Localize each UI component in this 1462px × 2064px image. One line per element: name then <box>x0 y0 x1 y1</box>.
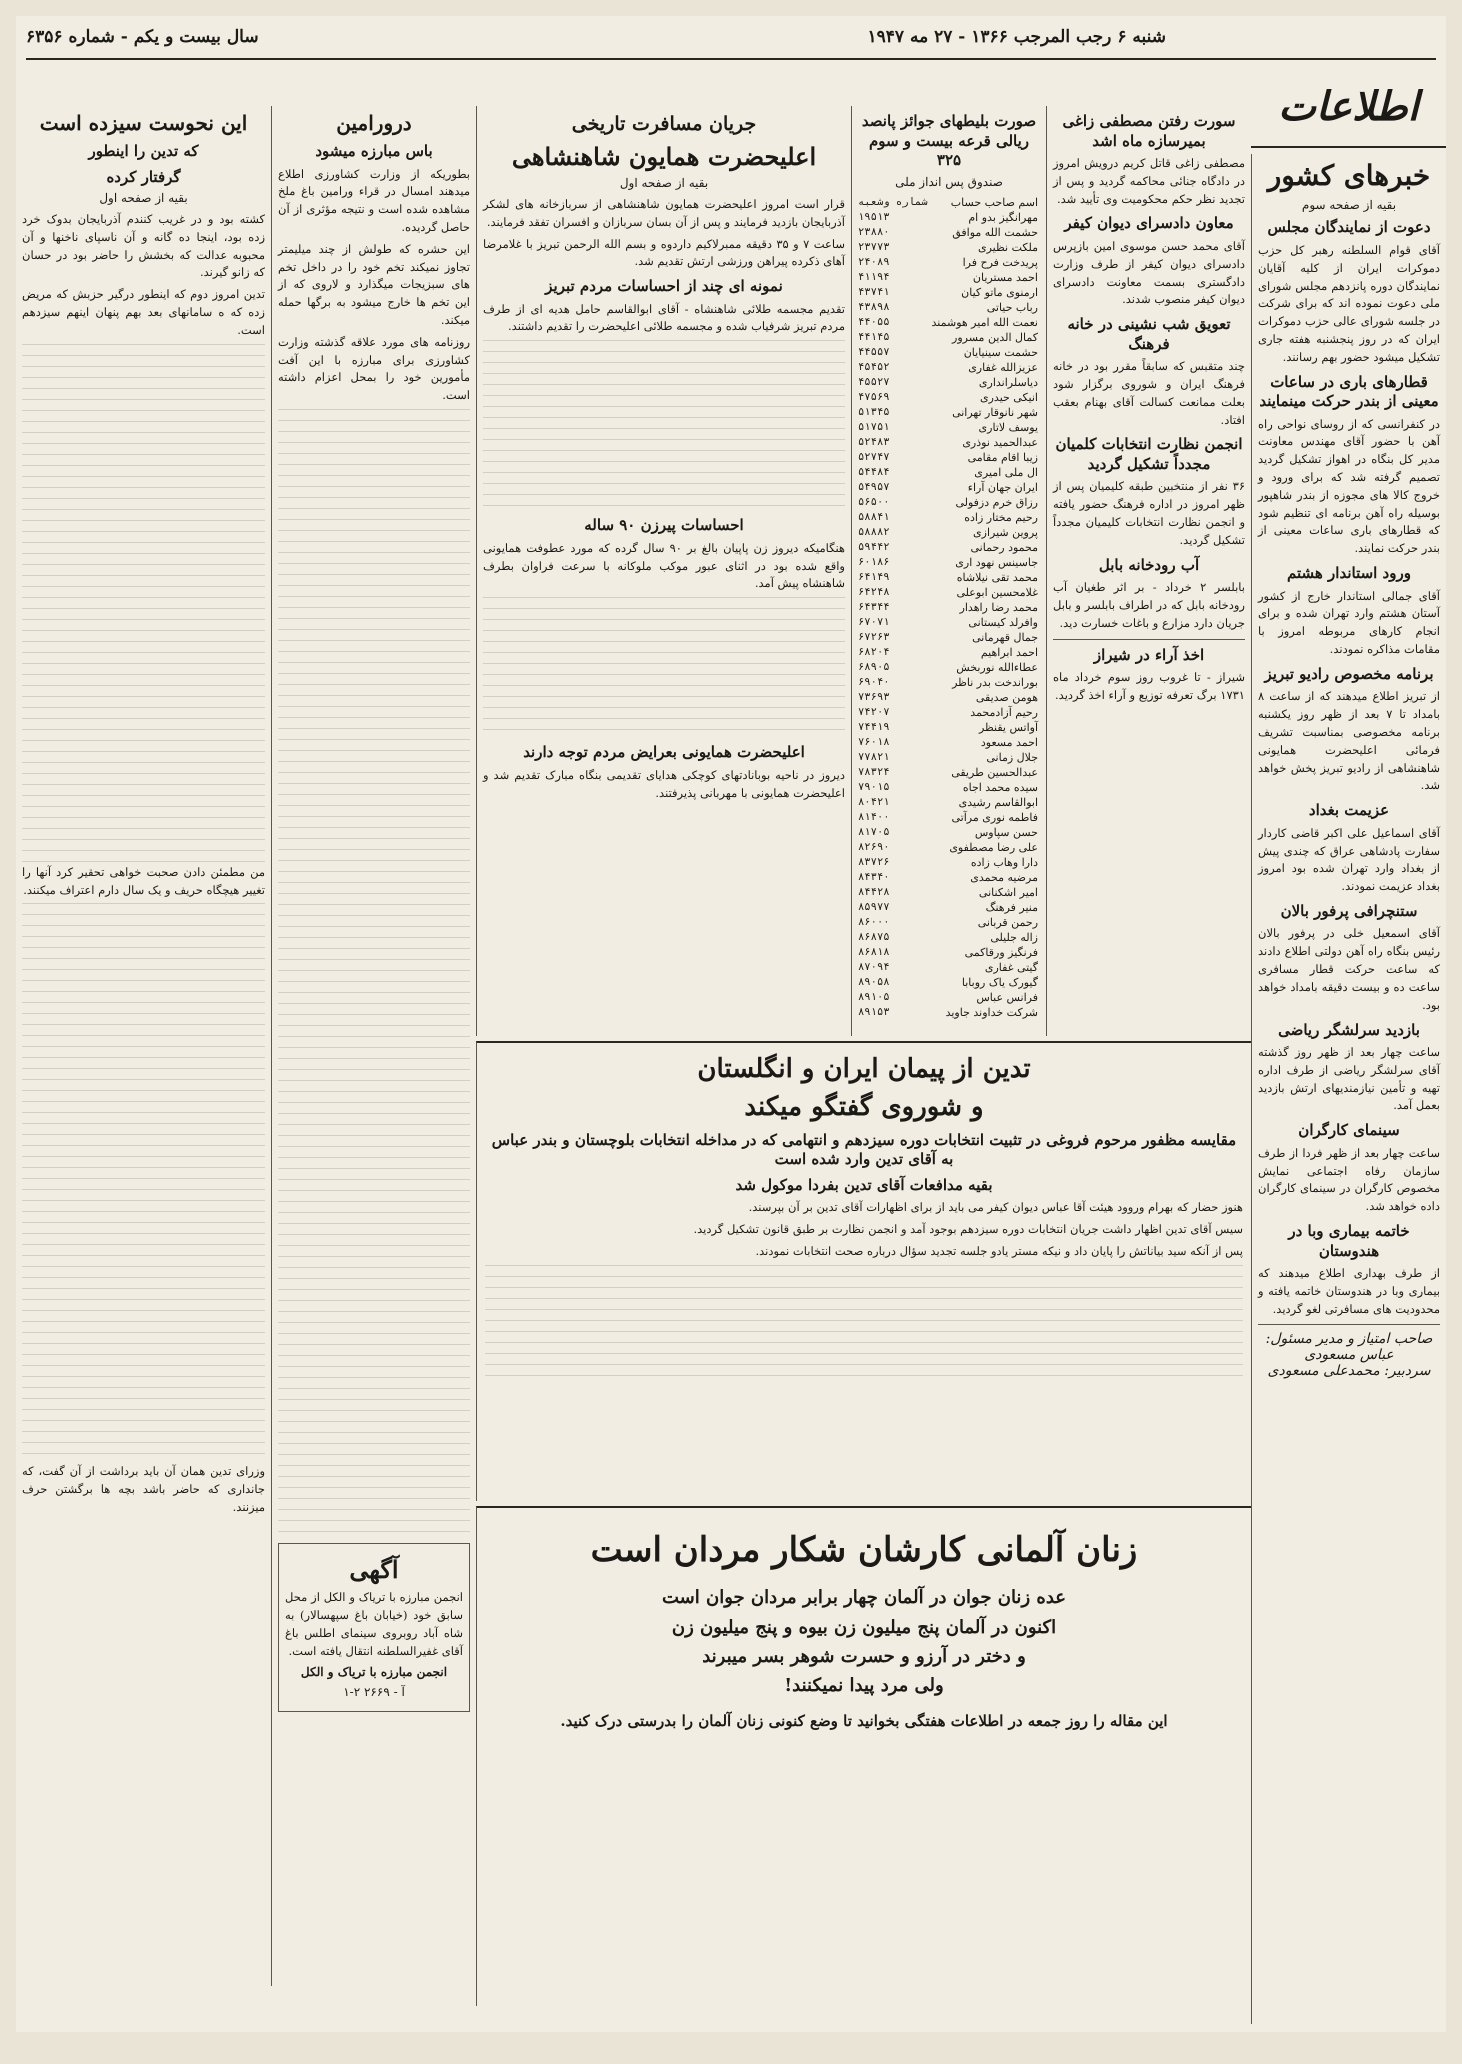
ticket-number: ۷۹۰۱۵ <box>857 781 890 793</box>
tadayyon-body: کشته بود و در غریب کنندم آذربایجان بدوک خرد زده بود، اینجا ده گانه و آن ناسپای ناخنها و آن محبوبه عدالت که بخشش را حاضر بود در حسان که زانو گیرند. <box>22 212 265 280</box>
table-row <box>856 375 1040 390</box>
ticket-number: ۸۹۰۵۸ <box>857 976 890 988</box>
table-row <box>856 630 1040 645</box>
table-row <box>856 795 1040 810</box>
ticket-number: ۸۲۶۹۰ <box>857 841 890 853</box>
holder-name: ملکت نظیری <box>978 240 1038 254</box>
newspaper-page <box>16 16 1446 2032</box>
ticket-number: ۵۶۵۰۰ <box>857 496 890 508</box>
holder-name: غلامحسین ابوعلی <box>956 585 1038 599</box>
ticket-number: ۸۶۰۰۰ <box>857 916 890 928</box>
table-row <box>856 750 1040 765</box>
ticket-number: ۸۴۴۲۸ <box>857 886 890 898</box>
text-block <box>278 409 470 1539</box>
ticket-number: ۸۱۷۰۵ <box>857 826 890 838</box>
table-row <box>856 960 1040 975</box>
table-row <box>856 615 1040 630</box>
news-body: آقای اسماعیل علی اکبر قاضی کاردار سفارت پادشاهی عراق که چندی پیش از بغداد وارد تهران شده بود امروز بغداد عزیمت نمودند. <box>1258 825 1440 894</box>
german-tail: این مقاله را روز جمعه در اطلاعات هفتگی بخوانید تا وضع کنونی زنان آلمان را بدرستی درک کنید. <box>560 1711 1168 1730</box>
news-body: آقای اسمعیل خلی در پرفور بالان رئیس بنگاه راه آهن دولتی اطلاع دادند که ساعت حرکت قطار مسافری ساعت ده و بیست دقیقه بامداد خواهد بود. <box>1258 926 1440 1012</box>
divider <box>1053 639 1245 640</box>
ticket-number: ۶۴۲۴۸ <box>857 586 890 598</box>
ticket-number: ۶۰۱۸۶ <box>857 556 890 568</box>
holder-name: وافرلد کیستانی <box>968 615 1038 629</box>
ticket-number: ۵۴۴۸۴ <box>857 466 890 478</box>
holder-name: هومن صدیقی <box>975 690 1038 704</box>
table-row <box>856 540 1040 555</box>
table-row <box>856 600 1040 615</box>
table-row <box>856 405 1040 420</box>
news-body: از طرف بهداری اطلاع میدهند که بیماری وبا در هندوستان خاتمه یافته و محدودیت های مسافرتی لغو گردید. <box>1258 1266 1440 1316</box>
ticket-number: ۶۹۰۴۰ <box>857 676 890 688</box>
ticket-number: ۷۷۸۲۱ <box>857 751 890 763</box>
holder-name: احمد مسعود <box>980 735 1038 749</box>
text-block <box>22 903 265 1463</box>
holder-name: سیده محمد اجاه <box>962 780 1038 794</box>
trip-section-heading: نمونه ای چند از احساسات مردم تبریز <box>545 277 783 296</box>
trip-body: قرار است امروز اعلیحضرت همایون شاهنشاهی از سربازخانه های لشکر آذربایجان بازدید فرمایند و پس از آن بسان سربازان و افسران تفقد فرمایند. <box>483 196 845 229</box>
ticket-number: ۶۸۲۰۴ <box>857 646 890 658</box>
table-row <box>856 495 1040 510</box>
ticket-number: ۶۷۰۷۱ <box>857 616 890 628</box>
news-body: در کنفرانسی که از روسای نواحی راه آهن با حضور آقای مهندس معاونت مدیر کل بنگاه در اهواز تشکیل گردید تصمیم گرفته شد که برای ورود و خروج کالا های مجوزه از بندر شاهپور بوسیله راه آهن برنامه ای تنظیم شود که قطارهای باری ساعات معینی از بندر حرکت نمایند. <box>1258 416 1440 556</box>
news-heading: سورت رفتن مصطفی زاغی بمیرسازه ماه اشد <box>1062 112 1236 150</box>
treaty-body: پس از آنکه سید بیاناتش را پایان داد و نیکه مستر یادو جلسه تجدید سؤال درباره صحت انتخابات نمودند. <box>755 1243 1243 1258</box>
news-body: چند متقبس که سابقاً مقرر بود در خانه فرهنگ ایران و شوروی برگزار شود بعلت ممانعت کسالت آقای بهنام بعقب افتاد. <box>1053 359 1245 427</box>
table-row <box>856 435 1040 450</box>
table-row <box>856 990 1040 1005</box>
news-heading: ورود استاندار هشتم <box>1287 564 1411 583</box>
holder-name: جمال قهرمانی <box>972 630 1038 644</box>
holder-name: علی رضا مصطفوی <box>949 840 1038 854</box>
table-row <box>856 945 1040 960</box>
table-row <box>856 360 1040 375</box>
tadayyon-title: این نحوست سیزده است <box>39 111 248 135</box>
table-row <box>856 735 1040 750</box>
table-row <box>856 720 1040 735</box>
ticket-number: ۵۲۴۸۳ <box>857 436 890 448</box>
table-row <box>856 585 1040 600</box>
holder-name: دیاسلرانداری <box>978 375 1038 389</box>
news-body: شیراز - تا غروب روز سوم خرداد ماه ۱۷۳۱ برگ تعرفه توزیع و آراء اخذ گردید. <box>1053 670 1245 702</box>
table-row <box>856 525 1040 540</box>
german-title: زنان آلمانی کارشان شکار مردان است <box>590 1530 1138 1570</box>
trip-section-body: دیروز در ناحیه بوبانادتهای کوچکی هدایای تقدیمی بنگاه مبارک تقدیم شد و اعلیحضرت همایونی با مهربانی پذیرفتند. <box>483 767 845 800</box>
table-row <box>856 330 1040 345</box>
publisher-signature: صاحب امتیاز و مدیر مسئول: عباس مسعودی <box>1265 1331 1433 1364</box>
table-row <box>856 825 1040 840</box>
holder-name: پروین شیرازی <box>973 525 1038 539</box>
table-row <box>856 705 1040 720</box>
table-row <box>856 210 1040 225</box>
varamin-title: درورامین <box>336 111 412 135</box>
tadayyon-body: من مطمئن دادن صحبت خواهی تحقیر کرد آنها را تغییر هیچگاه حریف و یک سال دارم اعتراف میکنند. <box>22 864 265 897</box>
holder-name: منیر فرهنگ <box>985 900 1038 914</box>
tadayyon-body: تدین امروز دوم که اینطور درگیر حزبش که مریض زده که ه سامانهای بعد بهم پنهان اینهم سیزدهم است. <box>22 287 265 337</box>
holder-name: زیبا اقام مقامی <box>967 450 1038 464</box>
holder-name: رحیم مختار زاده <box>964 510 1038 524</box>
varamin-body: روزنامه های مورد علاقه گذشته وزارت کشاورزی برای مبارزه با این آفت مأمورین خود را بمحل اعزام داشته است. <box>278 334 470 403</box>
article-german-women <box>476 1506 1251 2006</box>
ticket-number: ۵۱۷۵۱ <box>857 421 890 433</box>
news-heading: انجمن نظارت انتخابات کلمیان مجدداً تشکیل گردید <box>1055 435 1243 473</box>
holder-name: جاسینس نهود اری <box>955 555 1038 569</box>
trip-section-heading: احساسات پیرزن ۹۰ ساله <box>584 516 744 535</box>
ticket-number: ۲۴۰۸۹ <box>857 256 890 268</box>
trip-section-heading: اعلیحضرت همایونی بعرایض مردم توجه دارند <box>523 743 805 762</box>
news-body: بابلسر ۲ خرداد - بر اثر طغیان آب رودخانه بابل که در اطراف بابلسر و بابل جریان دارد مزارع و باغات خسارت دید. <box>1053 580 1246 630</box>
german-deck-2: اکنون در آلمان پنج میلیون زن بیوه و پنج میلیون زن <box>671 1616 1057 1638</box>
ticket-number: ۵۲۷۴۷ <box>857 451 890 463</box>
trip-section-body: تقدیم مجسمه طلائی شاهنشاه - آقای ابوالقاسم حامل هدیه ای از طرف مردم تبریز شرفیاب شده و مجسمه طلائی اعلیحضرت را تقدیم داشتند. <box>483 301 845 334</box>
holder-name: فرانس عباس <box>976 990 1038 1004</box>
holder-name: ال ملی امیری <box>974 465 1038 479</box>
lottery-bank: صندوق پس انداز ملی <box>895 174 1003 189</box>
trip-sub: بقیه از صفحه اول <box>619 175 709 190</box>
ticket-number: ۸۴۳۴۰ <box>857 871 890 883</box>
table-header: اسم صاحب حساب <box>950 195 1038 209</box>
date-bar <box>26 16 1436 60</box>
ticket-number: ۴۱۱۹۴ <box>857 271 890 283</box>
ticket-number: ۵۹۴۴۲ <box>857 541 890 553</box>
ticket-number: ۶۴۳۴۴ <box>857 601 890 613</box>
ticket-number: ۷۴۲۰۷ <box>857 706 890 718</box>
holder-name: حشمت سینیایان <box>963 345 1038 359</box>
news-body: ساعت چهار بعد از ظهر روز گذشته آقای سرلشگر ریاضی از طرف اداره تهیه و تأمین نیازمندیهای ارتش بازدید بعمل آمد. <box>1258 1045 1440 1113</box>
tadayyon-title-3: گرفتار کرده <box>106 167 181 186</box>
notice-code: آ - ۲۶۶۹ ۲-۱ <box>343 1684 405 1699</box>
news-heading: آب رودخانه بابل <box>1098 555 1200 574</box>
holder-name: عطاءالله نوربخش <box>956 660 1038 674</box>
ticket-number: ۸۰۴۲۱ <box>857 796 890 808</box>
ticket-number: ۴۴۵۵۷ <box>857 346 890 358</box>
ticket-number: ۵۱۳۴۵ <box>857 406 890 418</box>
holder-name: عبدالحمید نوذری <box>962 435 1038 449</box>
news-heading: تعویق شب نشینی در خانه فرهنگ <box>1067 315 1231 353</box>
varamin-sub: باس مبارزه میشود <box>315 142 433 160</box>
holder-name: جلال زمانی <box>986 750 1038 764</box>
holder-name: ارمنوی ماتو کیان <box>961 285 1038 299</box>
news-body: ساعت چهار بعد از ظهر فردا از طرف سازمان رفاه اجتماعی نمایش مخصوص کارگران در سینمای کارگران داده خواهد شد. <box>1258 1145 1440 1214</box>
date-line: شنبه ۶ رجب المرجب ۱۳۶۶ - ۲۷ مه ۱۹۴۷ <box>867 27 1166 47</box>
ticket-number: ۷۴۴۱۹ <box>857 721 890 733</box>
table-row <box>856 885 1040 900</box>
varamin-body: بطوریکه از وزارت کشاورزی اطلاع میدهند امسال در قراء ورامین باغ ملخ مشاهده شده است و نتیجه مؤثری از آن حاصل گردیده. <box>278 166 470 234</box>
ticket-number: ۲۳۷۷۳ <box>857 241 890 253</box>
column-country-news <box>1251 154 1446 2024</box>
holder-name: رحیم آزادمحمد <box>970 705 1038 719</box>
holder-name: دارا وهاب زاده <box>970 855 1038 869</box>
table-row <box>856 660 1040 675</box>
table-row <box>856 870 1040 885</box>
ticket-number: ۱۹۵۱۳ <box>857 211 890 223</box>
notice-title: آگهی <box>349 1555 399 1585</box>
varamin-body: این حشره که طولش از چند میلیمتر تجاوز نمیکند تخم خود را در داخل تخم های سبزیجات میگذارد و لاروی که از این تخم ها خارج میشود به برگها حمله میکند. <box>278 241 470 327</box>
ticket-number: ۸۵۹۷۷ <box>857 901 890 913</box>
treaty-body: سیس آقای تدین اظهار داشت جریان انتخابات دوره سیزدهم بوجود آمد و انجمن نظارت بر طبق قانون تشکیل گردید. <box>693 1221 1243 1236</box>
holder-name: یوسف لاتاری <box>978 420 1038 434</box>
holder-name: احمد مستریان <box>972 270 1038 284</box>
ticket-number: ۴۴۰۵۵ <box>857 316 890 328</box>
notice-box <box>278 1543 470 1711</box>
holder-name: گیتی غفاری <box>984 960 1038 974</box>
table-row <box>856 510 1040 525</box>
holder-name: عبدالحسین طریقی <box>951 765 1038 779</box>
treaty-body: هنوز حضار که بهرام وروود هیئت آقا عباس دیوان کیفر می باید از برای اظهارات آقای تدین بر آن بپرسند. <box>748 1200 1243 1215</box>
ticket-number: ۶۸۹۰۵ <box>857 661 890 673</box>
news-body: آقای محمد حسن موسوی امین بازپرس دادسرای دیوان کیفر از طرف وزارت دادگستری بسمت معاونت دادسرای دیوان کیفر منصوب شدند. <box>1053 238 1245 307</box>
text-block <box>485 1265 1243 1385</box>
table-row <box>856 840 1040 855</box>
ticket-number: ۸۳۷۲۶ <box>857 856 890 868</box>
column-tadayyon <box>16 106 271 1986</box>
table-row <box>856 345 1040 360</box>
holder-name: پریدخت فرح فرا <box>962 255 1038 269</box>
holder-name: محمد تقی نیلاشاه <box>956 570 1038 584</box>
col1-title: خبرهای کشور <box>1267 159 1431 192</box>
table-row <box>856 810 1040 825</box>
ticket-number: ۸۱۴۰۰ <box>857 811 890 823</box>
news-heading: برنامه مخصوص رادیو تبریز <box>1264 664 1434 683</box>
table-row <box>856 555 1040 570</box>
holder-name: مرضیه محمدی <box>970 870 1038 884</box>
holder-name: زاله جلیلی <box>990 930 1038 944</box>
news-heading: خاتمه بیماری وبا در هندوستان <box>1288 1222 1410 1260</box>
table-row <box>856 675 1040 690</box>
news-heading: سینمای کارگران <box>1298 1121 1400 1140</box>
holder-name: حشمت الله موافق <box>952 225 1038 239</box>
table-row <box>856 930 1040 945</box>
table-row <box>856 390 1040 405</box>
table-row <box>856 915 1040 930</box>
news-heading: دعوت از نمایندگان مجلس <box>1267 218 1431 237</box>
news-heading: بازدید سرلشگر ریاضی <box>1278 1020 1420 1039</box>
notice-text: انجمن مبارزه با تریاک و الکل از محل سابق خود (خیابان باغ سپهسالار) به شاه آباد روبروی سینمای اطلس باغ آقای غفیرالسلطنه انتقال یافته است. <box>285 1590 463 1658</box>
text-block <box>483 340 845 510</box>
ticket-number: ۵۸۸۸۲ <box>857 526 890 538</box>
holder-name: امیر اشکنانی <box>978 885 1038 899</box>
table-row <box>856 240 1040 255</box>
table-row <box>856 570 1040 585</box>
holder-name: شرکت خداوند جاوید <box>945 1005 1038 1019</box>
ticket-number: ۴۳۷۴۱ <box>857 286 890 298</box>
table-row <box>856 900 1040 915</box>
holder-name: احمد ابراهیم <box>980 645 1038 659</box>
news-heading: معاون دادسرای دیوان کیفر <box>1064 214 1234 233</box>
treaty-deck: مقایسه مظفور مرحوم فروغی در تثبیت انتخابات دوره سیزدهم و انتهامی که در مداخله انتخابات بلوچستان و بندر عباس به آقای تدین وارد شده است <box>491 1130 1237 1169</box>
table-row <box>856 225 1040 240</box>
holder-name: عزیزالله غفاری <box>968 360 1038 374</box>
table-row <box>856 690 1040 705</box>
ticket-number: ۴۳۸۹۸ <box>857 301 890 313</box>
ticket-number: ۶۴۱۴۹ <box>857 571 890 583</box>
ticket-number: ۷۳۶۹۳ <box>857 691 890 703</box>
holder-name: حسن سپاوس <box>974 825 1038 839</box>
trip-title-main: اعلیحضرت همایون شاهنشاهی <box>511 141 817 171</box>
ticket-number: ۴۵۴۵۲ <box>857 361 890 373</box>
table-row <box>856 780 1040 795</box>
holder-name: نعمت الله امیر هوشمند <box>931 315 1038 329</box>
holder-name: محمد رضا راهدار <box>959 600 1038 614</box>
masthead-logo: اطلاعات <box>1251 66 1446 148</box>
notice-sign: انجمن مبارزه با تریاک و الکل <box>300 1664 448 1679</box>
ticket-number: ۴۴۱۴۵ <box>857 331 890 343</box>
text-block <box>483 597 845 737</box>
holder-name: مهرانگیز بدو ام <box>968 210 1038 224</box>
holder-name: ابوالقاسم رشیدی <box>958 795 1038 809</box>
column-misc-news <box>1046 106 1251 1036</box>
article-treaty <box>476 1041 1251 1501</box>
holder-name: رزاق خرم دزفولی <box>955 495 1038 509</box>
divider <box>1258 1324 1440 1325</box>
tadayyon-sub: بقیه از صفحه اول <box>99 191 188 205</box>
holder-name: ایران جهان آراء <box>967 480 1038 494</box>
ticket-number: ۸۷۰۹۴ <box>857 961 890 973</box>
news-heading: قطارهای باری در ساعات معینی از بندر حرکت مینمایند <box>1259 372 1439 411</box>
table-row <box>856 285 1040 300</box>
tadayyon-title-2: که تدین را اینطور <box>88 142 199 160</box>
ticket-number: ۸۶۸۷۵ <box>857 931 890 943</box>
ticket-number: ۶۷۲۶۳ <box>857 631 890 643</box>
ticket-number: ۵۸۸۴۱ <box>857 511 890 523</box>
holder-name: محمود رحمانی <box>970 540 1038 554</box>
table-row <box>856 855 1040 870</box>
news-body: مصطفی زاغی قاتل کریم درویش امروز در دادگاه جنائی محاکمه گردید و پس از تجدید نظر حکم محکومیت وی تأیید شد. <box>1053 156 1245 206</box>
trip-body: ساعت ۷ و ۳۵ دقیقه ممبرلاکیم داردوه و بسم الله الرحمن تبریز با غلامرضا آهای ذکرده پیراهن ورزشی ارتش تقدیم شد. <box>483 236 846 269</box>
table-row <box>856 270 1040 285</box>
news-heading: ستنچرافی پرفور بالان <box>1280 901 1418 920</box>
editor-signature: سردبیر: محمدعلی مسعودی <box>1267 1363 1431 1380</box>
column-varamin <box>271 106 476 1986</box>
holder-name: رحمن قربانی <box>977 915 1038 929</box>
treaty-deck-2: بقیه مدافعات آقای تدین بفردا موکول شد <box>735 1175 993 1194</box>
ticket-number: ۲۳۸۸۰ <box>857 226 890 238</box>
ticket-number: ۴۷۵۶۹ <box>857 391 890 403</box>
table-header: شماره وشعبه <box>857 196 928 208</box>
table-row <box>856 300 1040 315</box>
treaty-title: تدین از پیمان ایران و انگلستان <box>697 1054 1031 1084</box>
holder-name: شهر نانوقار تهرانی <box>952 405 1038 419</box>
ticket-number: ۷۶۰۱۸ <box>857 736 890 748</box>
ticket-number: ۴۵۵۲۷ <box>857 376 890 388</box>
treaty-title-2: و شوروی گفتگو میکند <box>744 1091 984 1122</box>
table-row <box>856 480 1040 495</box>
table-row <box>856 1005 1040 1020</box>
german-deck-3: و دختر در آرزو و حسرت شوهر بسر میبرند <box>702 1645 1026 1667</box>
ticket-number: ۸۹۱۵۳ <box>857 1006 890 1018</box>
table-row <box>856 255 1040 270</box>
issue-number: سال بیست و یکم - شماره ۶۳۵۶ <box>26 27 259 47</box>
tadayyon-body: وزرای تدین همان آن باید برداشت از آن گفت، که جانداری که حاضر باشد بچه ها برگشتن حرف میزنند. <box>22 1464 265 1514</box>
table-row <box>856 465 1040 480</box>
german-deck-1: عده زنان جوان در آلمان چهار برابر مردان جوان است <box>661 1587 1067 1609</box>
trip-section-body: هنگامیکه دیروز زن پاپیان بالغ بر ۹۰ سال گرده که مورد عطوفت همایونی واقع شده بود در اثنای عبور موکب ملوکانه با سرعت فراوان بطرف شاهنشاه پیش آمد. <box>483 540 845 591</box>
news-body: آقای جمالی استاندار خارج از کشور آستان هشتم وارد تهران شده و برای انجام کارهای مربوطه امروز با مقامات مذاکره نمودند. <box>1258 588 1440 657</box>
table-row <box>856 645 1040 660</box>
lottery-table <box>856 195 1040 1020</box>
news-body: ۳۶ نفر از منتخبین طبقه کلیمیان پس از ظهر امروز در اداره فرهنگ حضور یافته و انجمن نظارت انتخابات کلیمیان مجدداً تشکیل گردید. <box>1053 479 1245 547</box>
ticket-number: ۸۶۸۱۸ <box>857 946 890 958</box>
lottery-title: صورت بلیطهای جوائز پانصد ریالی قرعه بیست و سوم ۳۲۵ <box>861 112 1037 169</box>
german-deck-4: ولی مرد پیدا نمیکنند! <box>784 1675 944 1697</box>
news-heading: اخذ آراء در شیراز <box>1093 645 1205 664</box>
table-row <box>856 315 1040 330</box>
holder-name: رباب حیاتی <box>986 300 1038 314</box>
text-block <box>22 344 265 864</box>
table-row <box>856 450 1040 465</box>
holder-name: فاطمه نوری مرآتی <box>951 810 1038 824</box>
ticket-number: ۵۴۹۵۷ <box>857 481 890 493</box>
news-body: از تبریز اطلاع میدهند که از ساعت ۸ بامداد تا ۷ بعد از ظهر روز یکشنبه برنامه مخصوصی بمناسبت تشریف فرمائی اعلیحضرت همایونی شاهنشاهی از رادیو تبریز پخش خواهد شد. <box>1258 689 1441 793</box>
holder-name: فرنگیز ورقاکمی <box>964 945 1038 959</box>
holder-name: گیورک یاک روبابا <box>961 975 1038 989</box>
holder-name: کمال الدین مسرور <box>952 330 1038 344</box>
col1-sub: بقیه از صفحه سوم <box>1301 198 1397 213</box>
holder-name: بوراندخت بدر ناظر <box>952 675 1038 689</box>
ticket-number: ۷۸۳۲۴ <box>857 766 890 778</box>
table-row <box>856 765 1040 780</box>
trip-title: جریان مسافرت تاریخی <box>571 113 757 135</box>
table-row <box>856 975 1040 990</box>
ticket-number: ۸۹۱۰۵ <box>857 991 890 1003</box>
holder-name: انیکی حیدری <box>980 390 1038 404</box>
column-royal-trip <box>476 106 851 1036</box>
column-lottery-table <box>851 106 1046 1036</box>
holder-name: آواتس یقنظر <box>978 720 1038 734</box>
news-body: آقای قوام السلطنه رهبر کل حزب دموکرات ایران از کلیه آقایان نمایندگان دوره پانزدهم مجلس شورای ملی دعوت نموده اند که برای شرکت در جلسه شورای عالی حزب دموکرات ایران که در روز پنجشنبه هفته جاری تشکیل میشود حضور بهم رسانند. <box>1258 242 1440 364</box>
table-row <box>856 420 1040 435</box>
news-heading: عزیمت بغداد <box>1308 801 1390 820</box>
